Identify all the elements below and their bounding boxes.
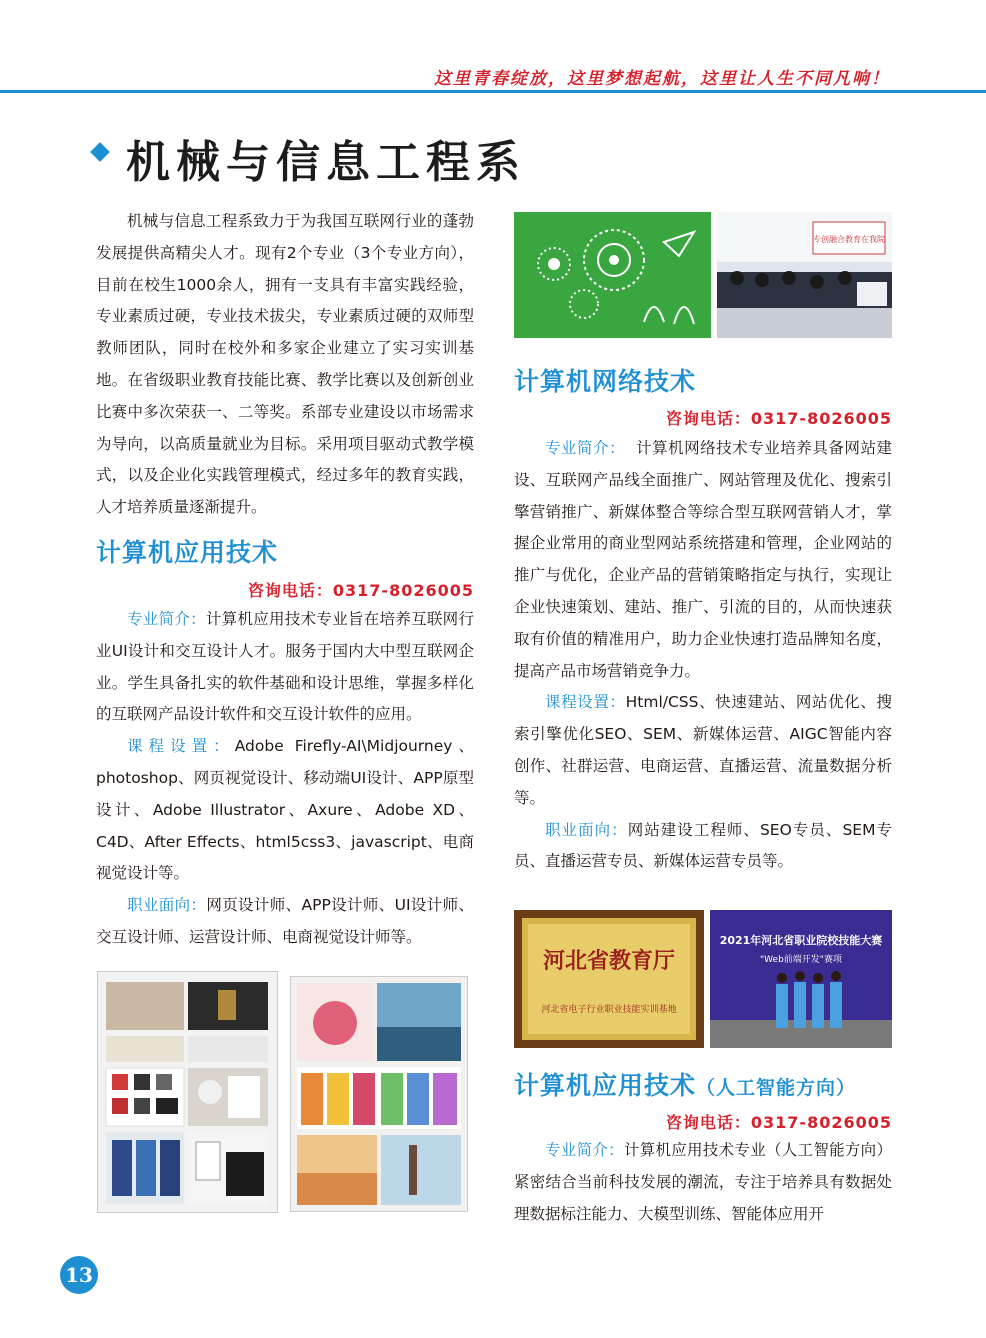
major-courses-paragraph [96,731,474,890]
major-phone-ai-direction: 咨询电话：0317-8026005 [665,1113,892,1132]
major-title-ai-direction [514,1066,856,1102]
intro-text: 计算机应用技术专业旨在培养互联网行业UI设计和交互设计人才。服务于国内大中型互联网企业。学生具备扎实的软件基础和设计思维，掌握多样化的互联网产品设计软件和交互设计软件的应用。 [96,610,474,724]
major-courses-paragraph [514,687,892,814]
department-intro: 机械与信息工程系致力于为我国互联网行业的蓬勃发展提供高精尖人才。现有2个专业（3个专业方向），目前在校生1000余人，拥有一支具有丰富实践经验，专业素质过硬，专业技术拔尖，专业素质过硬的双师型教师团队，同时在校外和多家企业建立了实习实训基地。在省级职业教育技能比赛、教学比赛以及创新创业比赛中多次荣获一、二等奖。系部专业建设以市场需求为导向，以高质量就业为目标。采用项目驱动式教学模式，以及企业化实践管理模式，经过多年的教育实践，人才培养质量逐渐提升。 [96,212,474,517]
major-body-computer-application [96,604,474,954]
major-title-ai-suffix: （人工智能方向） [696,1077,857,1099]
header-rule [0,90,986,93]
contest-title: 2021年河北省职业院校技能大赛 [719,934,883,947]
intro-text: 计算机网络技术专业培养具备网站建设、互联网产品线全面推广、网站管理及优化、搜索引擎营销推广、新媒体整合等综合型互联网营销人才，掌握企业常用的商业型网站系统搭建和管理，企业网站的推广与优化，企业产品的营销策略指定与执行，实现让企业快速策划、建站、推广、引流的目的，从而快速获取有价值的精准用户，助力企业快速打造品牌知名度，提高产品市场营销竞争力。 [514,439,892,680]
department-intro-block [96,206,474,524]
major-phone-computer-application: 咨询电话：0317-8026005 [247,581,474,600]
title-diamond-icon [90,142,110,162]
major-title-computer-network: 计算机网络技术 [514,367,697,396]
page-title: 机械与信息工程系 [126,137,526,188]
courses-text: Html/CSS、快速建站、网站优化、搜索引擎优化SEO、SEM、新媒体运营、AIGC智能内容创作、社群运营、电商运营、直播运营、流量数据分析等。 [514,693,892,807]
major-body-computer-network [514,433,892,878]
skills-contest-photo [710,910,892,1048]
education-department-plaque-image [514,910,704,1048]
major-title-ai-main: 计算机应用技术 [514,1071,697,1100]
computer-lab-classroom-image [717,212,892,338]
major-intro-paragraph [514,1135,892,1230]
intro-label: 专业简介： [127,610,206,628]
career-label: 职业面向： [127,896,207,915]
intro-label: 专业简介： [545,1141,624,1159]
major-body-ai-direction [514,1135,892,1230]
page-number-badge: 13 [60,1256,98,1294]
intro-text: 计算机应用技术专业（人工智能方向）紧密结合当前科技发展的潮流，专注于培养具有数据处理数据标注能力、大模型训练、智能体应用开 [514,1141,892,1223]
header-slogan: 这里青春绽放，这里梦想起航，这里让人生不同凡响！ [434,69,890,89]
course-label: 课程设置： [127,737,235,756]
careers-text: 网站建设工程师、SEO专员、SEM专员、直播运营专员、新媒体运营专员等。 [514,820,892,871]
major-title-computer-application: 计算机应用技术 [96,538,279,567]
course-label: 课程设置： [545,693,626,712]
courses-text: Adobe Firefly-AI\Midjourney、photoshop、网页视觉设计、移动端UI设计、APP原型设计、Adobe Illustrator、Axure、Adobe XD、C4D、After Effects、html5css3、javascript、电商视觉设计等。 [96,737,474,883]
major-phone-computer-network: 咨询电话：0317-8026005 [665,409,892,428]
classroom-banner-text: 专创融合教育在我院 [813,235,885,244]
intro-label: 专业简介： [545,439,626,457]
plaque-subtitle: 河北省电子行业职业技能实训基地 [541,1005,677,1015]
plaque-title: 河北省教育厅 [542,948,676,974]
major-intro-paragraph [514,433,892,687]
green-chalkboard-image [514,212,711,338]
ui-design-showcase-image [97,971,278,1213]
contest-event: "Web前端开发"赛项 [760,955,842,965]
major-intro-paragraph [96,604,474,731]
poster-design-showcase-image [290,976,468,1212]
careers-text: 网页设计师、APP设计师、UI设计师、交互设计师、运营设计师、电商视觉设计师等。 [96,896,474,946]
career-label: 职业面向： [545,820,628,839]
major-careers-paragraph [514,815,892,879]
major-careers-paragraph [96,890,474,954]
